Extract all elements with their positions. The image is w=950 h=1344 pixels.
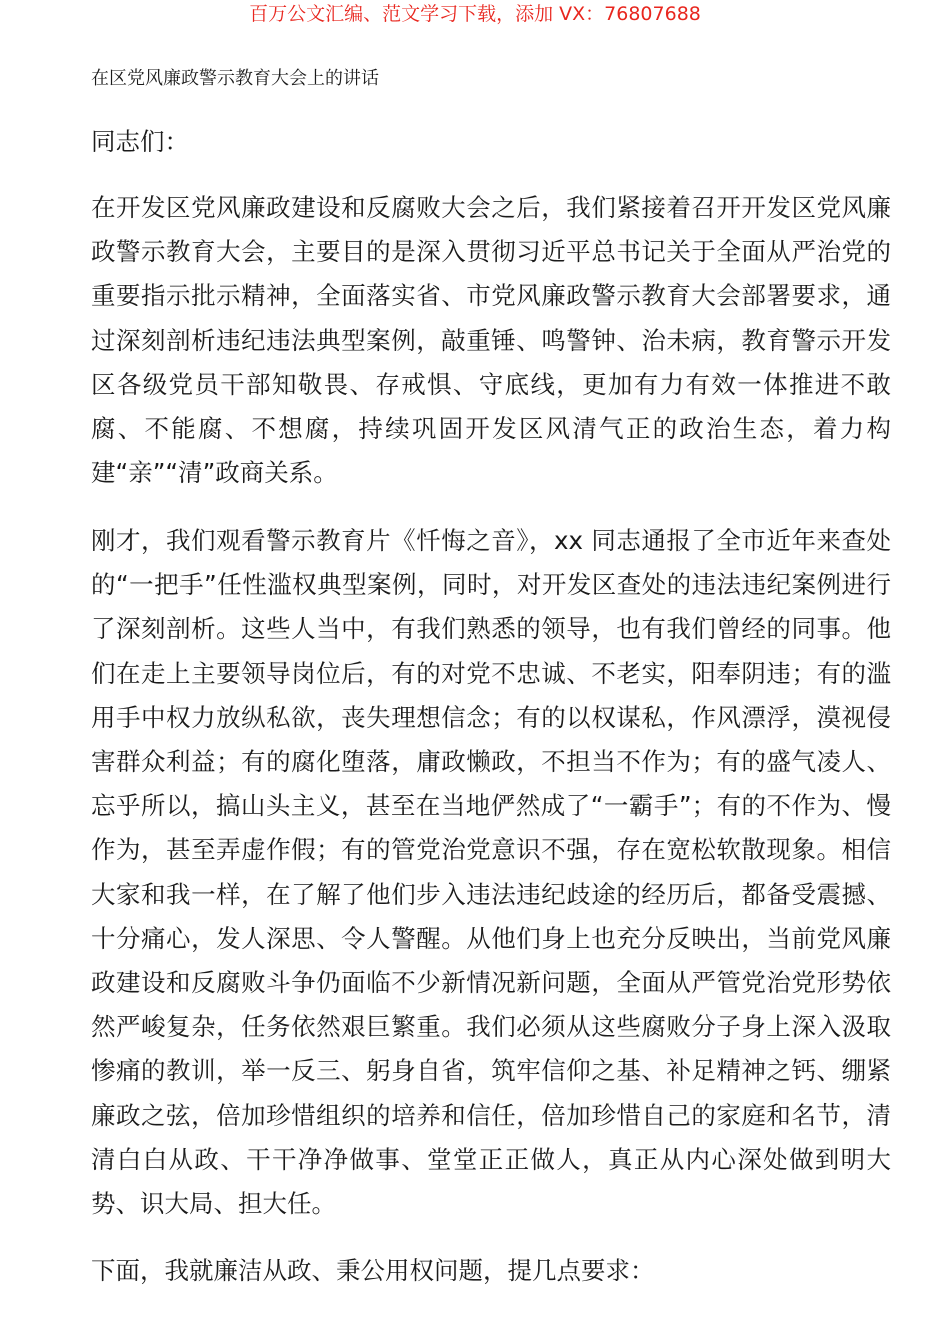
download-banner: 百万公文汇编、范文学习下载，添加 VX：76807688 xyxy=(249,3,701,25)
paragraph-3: 下面，我就廉洁从政、秉公用权问题，提几点要求： xyxy=(91,1256,655,1285)
paragraph-2: 刚才，我们观看警示教育片《忏悔之音》，xx 同志通报了全市近年来查处的“一把手”任性滥权典型案例，同时，对开发区查处的违法违纪案例进行了深刻剖析。这些人当中，有我们熟悉的领导，也有我们曾经的同事。他们在走上主要领导岗位后，有的对党不忠诚、不老实，阳奉阴违；有的滥用手中权力放纵私欲，丧失理想信念；有的以权谋私，作风漂浮，漠视侵害群众利益；有的腐化堕落，庸政懒政，不担当不作为；有的盛气凌人、忘乎所以，搞山头主义，甚至在当地俨然成了“一霸手”；有的不作为、慢作为，甚至弄虚作假；有的管党治党意识不强，存在宽松软散现象。相信大家和我一样，在了解了他们步入违法违纪歧途的经历后，都备受震撼、十分痛心，发人深思、令人警醒。从他们身上也充分反映出，当前党风廉政建设和反腐败斗争仍面临不少新情况新问题，全面从严管党治党形势依然严峻复杂，任务依然艰巨繁重。我们必须从这些腐败分子身上深入汲取惨痛的教训，举一反三、躬身自省，筑牢信仰之基、补足精神之钙、绷紧廉政之弦，倍加珍惜组织的培养和信任，倍加珍惜自己的家庭和名节，清清白白从政、干干净净做事、堂堂正正做人，真正从内心深处做到明大势、识大局、担大任。 xyxy=(91,526,891,1219)
document-title: 在区党风廉政警示教育大会上的讲话 xyxy=(91,68,379,89)
salutation: 同志们： xyxy=(91,127,189,156)
paragraph-1: 在开发区党风廉政建设和反腐败大会之后，我们紧接着召开开发区党风廉政警示教育大会，主要目的是深入贯彻习近平总书记关于全面从严治党的重要指示批示精神，全面落实省、市党风廉政警示教育大会部署要求，通过深刻剖析违纪违法典型案例，敲重锤、鸣警钟、治未病，教育警示开发区各级党员干部知敬畏、存戒惧、守底线，更加有力有效一体推进不敢腐、不能腐、不想腐，持续巩固开发区风清气正的政治生态，着力构建“亲”“清”政商关系。 xyxy=(91,193,891,488)
